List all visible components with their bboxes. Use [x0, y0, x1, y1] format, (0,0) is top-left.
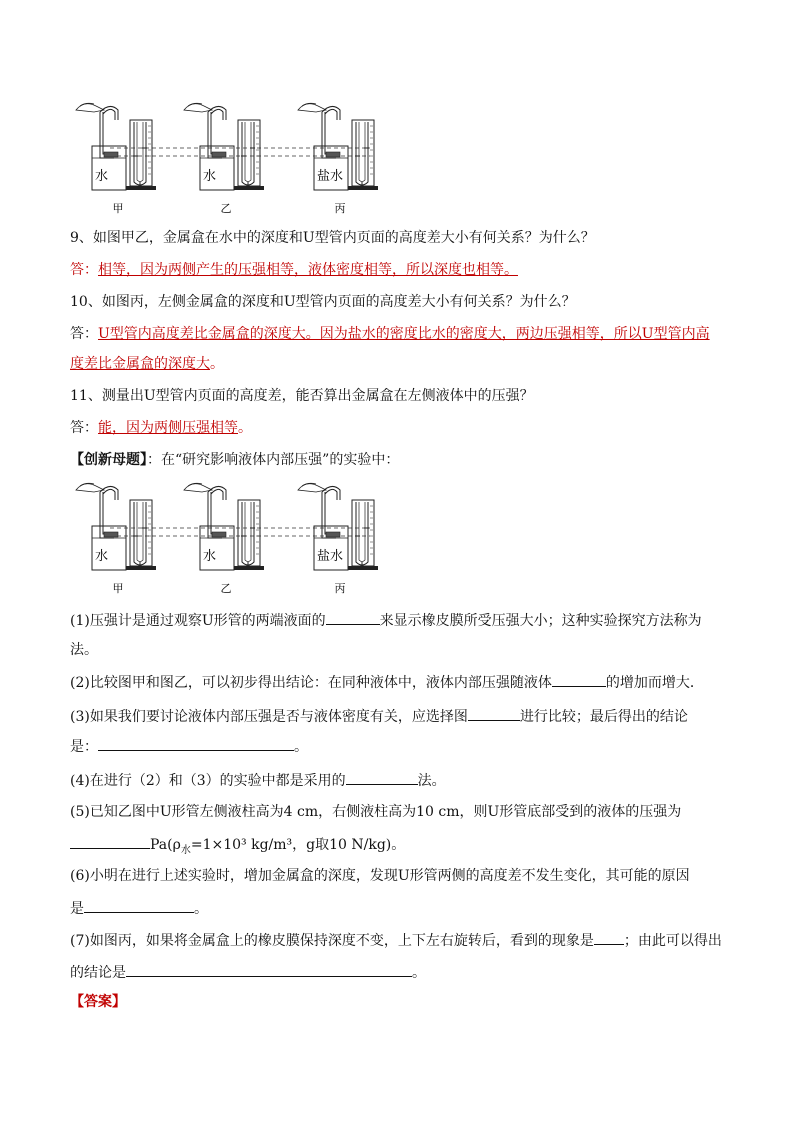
figure-caption: 丙 — [334, 582, 346, 595]
item-text: 。 — [412, 965, 426, 981]
blank-4[interactable] — [346, 770, 418, 785]
answer-prefix: 答： — [70, 326, 98, 342]
pressure-gauge-figure-top — [70, 96, 410, 216]
item-text: 。 — [194, 901, 208, 917]
u-tube — [356, 122, 368, 185]
u-tube-board — [352, 120, 374, 186]
liquid-label: 水 — [95, 549, 109, 564]
answer-prefix: 答： — [70, 420, 98, 436]
apparatus-2 — [184, 103, 264, 215]
hand-icon — [76, 484, 104, 492]
stand-base — [126, 186, 156, 190]
item-text: (1)压强计是通过观察U形管的两端液面的 — [70, 613, 326, 629]
innovation-intro: ：在“研究影响液体内部压强”的实验中： — [147, 452, 400, 468]
hand-icon — [184, 104, 212, 112]
liquid-label: 水 — [203, 549, 217, 564]
figure-caption: 甲 — [112, 202, 124, 215]
answer-9 — [70, 260, 518, 280]
figure-caption: 乙 — [220, 202, 232, 215]
item-6-line1: (6)小明在进行上述实验时，增加金属盒的深度，发现U形管两侧的高度差不发生变化，其可能的原因 — [70, 868, 690, 884]
metal-box-probe — [326, 532, 340, 537]
u-tube — [134, 122, 146, 185]
answer-text: 度差比金属盒的深度大 — [70, 356, 210, 372]
u-tube — [134, 502, 146, 565]
stand-base — [234, 566, 264, 570]
item-text: 的增加而增大． — [605, 675, 704, 691]
question-11: 11、测量出U型管内页面的高度差，能否算出金属盒在左侧液体中的压强？ — [70, 388, 534, 404]
u-tube — [242, 122, 254, 185]
item-2 — [70, 672, 704, 693]
blank-7a[interactable] — [594, 930, 624, 945]
metal-box-probe — [104, 532, 118, 537]
apparatus-1 — [76, 483, 156, 595]
item-text: 法。 — [417, 773, 446, 789]
innovation-tag: 【创新母题】 — [70, 452, 147, 468]
u-tube — [356, 502, 368, 565]
item-5-line1: (5)已知乙图中U形管左侧液柱高为4 cm，右侧液柱高为10 cm，则U形管底部受到的液体的压强为 — [70, 804, 682, 820]
stand-base — [348, 566, 378, 570]
item-text: 的结论是 — [70, 965, 126, 981]
answer-text: 相等，因为两侧产生的压强相等，液体密度相等，所以深度也相等。 — [98, 262, 518, 278]
stand-base — [348, 186, 378, 190]
item-text: (4)在进行（2）和（3）的实验中都是采用的 — [70, 773, 346, 789]
innovation-heading — [70, 450, 399, 470]
answer-10-line1 — [70, 324, 710, 344]
blank-3b[interactable] — [98, 736, 294, 751]
item-text: Pa(ρ — [150, 837, 181, 853]
apparatus-1 — [76, 103, 156, 215]
liquid-label: 水 — [95, 169, 109, 184]
item-text: 来显示橡皮膜所受压强大小；这种实验探究方法称为 — [379, 613, 702, 629]
metal-box-probe — [212, 152, 226, 157]
apparatus-3 — [298, 483, 378, 595]
liquid-label: 盐水 — [317, 169, 344, 184]
question-10: 10、如图丙，左侧金属盒的深度和U型管内页面的高度差大小有何关系？为什么？ — [70, 294, 576, 310]
apparatus-2 — [184, 483, 264, 595]
hand-icon — [184, 484, 212, 492]
item-5-line2 — [70, 834, 405, 861]
u-tube-board — [238, 120, 260, 186]
item-3-line2 — [70, 736, 308, 757]
answer-prefix: 答： — [70, 262, 98, 278]
u-tube-board — [238, 500, 260, 566]
item-text: (2)比较图甲和图乙，可以初步得出结论：在同种液体中，液体内部压强随液体 — [70, 675, 552, 691]
answer-text: U型管内高度差比金属盒的深度大。因为盐水的密度比水的密度大，两边压强相等，所以U型管内高 — [98, 326, 710, 342]
item-text: 是 — [70, 901, 84, 917]
liquid-label: 水 — [203, 169, 217, 184]
blank-7b[interactable] — [126, 962, 412, 977]
u-tube-board — [130, 500, 152, 566]
stand-base — [234, 186, 264, 190]
item-text: ；由此可以得出 — [623, 933, 722, 949]
item-7-line1 — [70, 930, 722, 951]
hand-icon — [298, 104, 326, 112]
liquid-label: 盐水 — [317, 549, 344, 564]
blank-6[interactable] — [84, 898, 194, 913]
answer-10-line2 — [70, 354, 224, 374]
figure-caption: 乙 — [220, 582, 232, 595]
apparatus-3 — [298, 103, 378, 215]
item-4 — [70, 770, 446, 791]
answer-end: 。 — [210, 356, 224, 372]
item-1-line1 — [70, 610, 702, 631]
item-text: (7)如图丙，如果将金属盒上的橡皮膜保持深度不变，上下左右旋转后，看到的现象是 — [70, 933, 594, 949]
item-text: 是： — [70, 739, 98, 755]
question-9: 9、如图甲乙，金属盒在水中的深度和U型管内页面的高度差大小有何关系？为什么？ — [70, 230, 595, 246]
figure-caption: 丙 — [334, 202, 346, 215]
item-text: (3)如果我们要讨论液体内部压强是否与液体密度有关，应选择图 — [70, 709, 468, 725]
hand-icon — [298, 484, 326, 492]
answer-heading: 【答案】 — [70, 994, 126, 1010]
answer-text: 能，因为两侧压强相等 — [98, 420, 238, 436]
blank-5[interactable] — [70, 834, 150, 849]
hand-icon — [76, 104, 104, 112]
blank-1[interactable] — [326, 610, 380, 625]
stand-base — [126, 566, 156, 570]
metal-box-probe — [326, 152, 340, 157]
blank-2[interactable] — [552, 672, 606, 687]
answer-11 — [70, 418, 252, 438]
figure-caption: 甲 — [112, 582, 124, 595]
item-6-line2 — [70, 898, 208, 919]
u-tube-board — [130, 120, 152, 186]
item-text: 。 — [294, 739, 308, 755]
rho-subscript: 水 — [180, 844, 191, 856]
pressure-gauge-figure-bottom — [70, 476, 410, 596]
item-7-line2 — [70, 962, 426, 983]
u-tube — [242, 502, 254, 565]
answer-end: 。 — [238, 420, 252, 436]
item-text: 进行比较；最后得出的结论 — [519, 709, 688, 725]
item-3-line1 — [70, 706, 688, 727]
item-1-line2: 法。 — [70, 642, 98, 658]
blank-3a[interactable] — [468, 706, 520, 721]
metal-box-probe — [104, 152, 118, 157]
u-tube-board — [352, 500, 374, 566]
metal-box-probe — [212, 532, 226, 537]
item-text: =1×10³ kg/m³，g取10 N/kg)。 — [190, 837, 406, 853]
